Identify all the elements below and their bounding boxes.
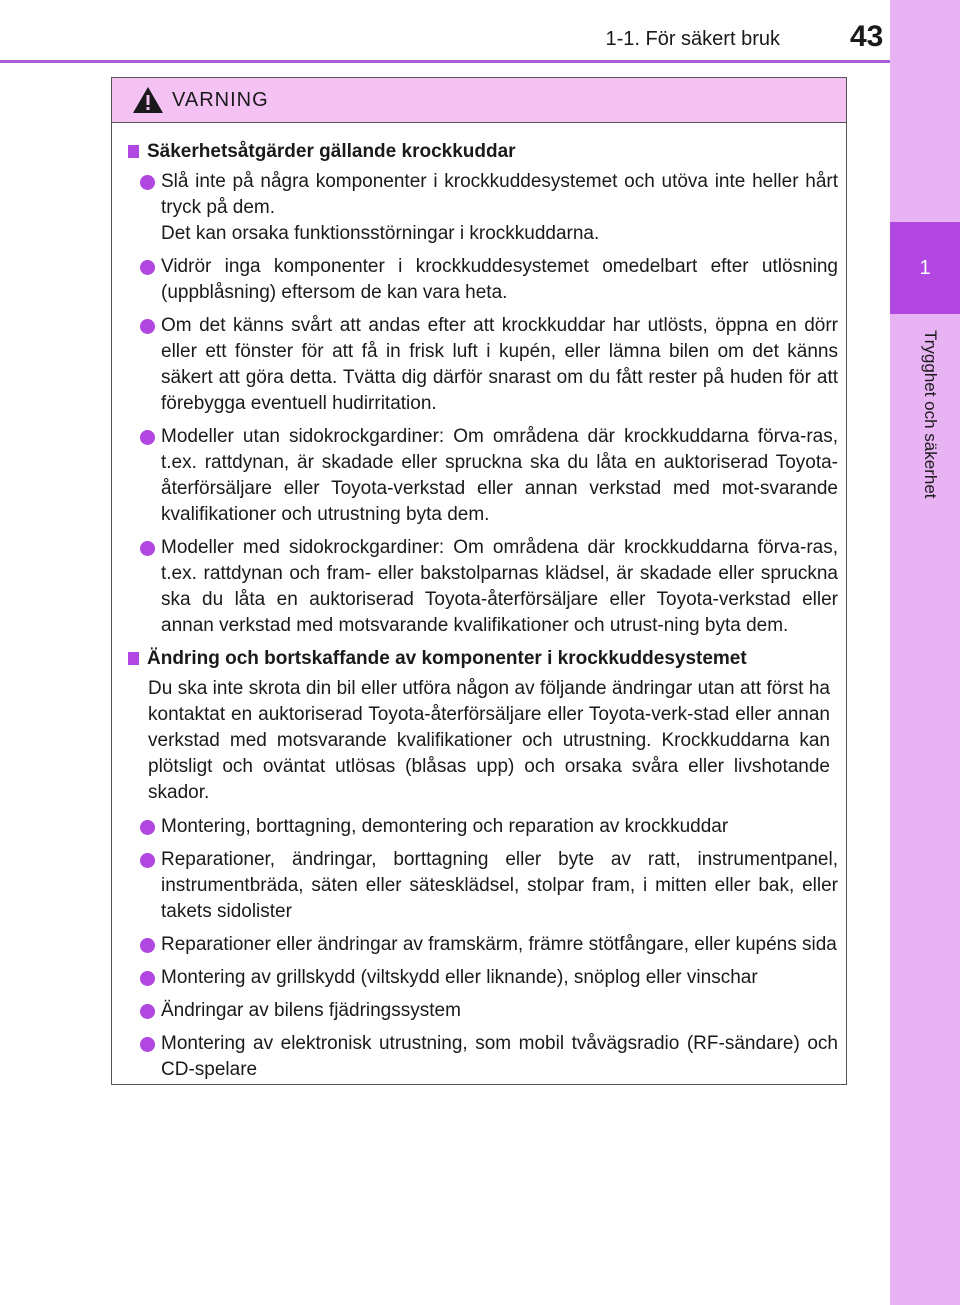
circle-bullet-icon bbox=[140, 541, 155, 556]
section-heading-text: Ändring och bortskaffande av komponenter i krockkuddesystemet bbox=[147, 648, 747, 669]
list-item-text: Modeller med sidokrockgardiner: Om områdena där krockkuddarna förva-ras, t.ex. rattdynan och fram- eller bakstolparnas klädsel, är skadade eller spruckna ska du låta en auktoriserad Toyota-återförsäljare eller Toyota-verkstad eller annan verkstad med motsvarande kvalifikationer och utrust-ning byta dem. bbox=[161, 537, 838, 636]
list-item-text: Ändringar av bilens fjädringssystem bbox=[161, 1000, 461, 1021]
circle-bullet-icon bbox=[140, 971, 155, 986]
list-item bbox=[128, 998, 838, 1024]
warning-triangle-icon bbox=[132, 86, 164, 114]
list-item-text: Vidrör inga komponenter i krockkuddesystemet omedelbart efter utlösning (uppblåsning) eftersom de kan vara heta. bbox=[161, 256, 838, 303]
list-item bbox=[128, 965, 838, 991]
list-item-text: Montering, borttagning, demontering och reparation av krockkuddar bbox=[161, 816, 729, 837]
section-heading-text: Säkerhetsåtgärder gällande krockkuddar bbox=[147, 141, 516, 162]
section-intro: Du ska inte skrota din bil eller utföra någon av följande ändringar utan att först ha kontaktat en auktoriserad Toyota-återförsäljare eller Toyota-verk-stad eller annan verkstad med motsvarande kvalifikationer och utrustning. Krockkuddarna kan plötsligt och oväntat utlösas (blåsas upp) och orsaka svåra eller livshotande skador. bbox=[148, 678, 830, 803]
list-item-text: Montering av elektronisk utrustning, som mobil tvåvägsradio (RF-sändare) och CD-spelare bbox=[161, 1033, 838, 1080]
circle-bullet-icon bbox=[140, 1004, 155, 1019]
circle-bullet-icon bbox=[140, 1037, 155, 1052]
page-number: 43 bbox=[850, 20, 884, 53]
list-item-text: Reparationer, ändringar, borttagning eller byte av ratt, instrumentpanel, instrumentbräda, säten eller sätesklädsel, stolpar fram, i mitten eller bak, eller takets sidolister bbox=[161, 849, 838, 922]
warning-box bbox=[111, 77, 847, 1085]
list-item-text: Modeller utan sidokrockgardiner: Om områdena där krockkuddarna förva-ras, t.ex. rattdynan, är skadade eller spruckna ska du låta en auktoriserad Toyota-återförsäljare eller Toyota-verkstad eller annan verkstad med mot-svarande kvalifikationer och utrustning byta dem. bbox=[161, 426, 838, 525]
section-title-header: 1-1. För säkert bruk bbox=[605, 28, 780, 50]
list-item bbox=[128, 932, 838, 958]
circle-bullet-icon bbox=[140, 175, 155, 190]
list-item bbox=[128, 535, 838, 639]
chapter-tab: 1 bbox=[890, 222, 960, 314]
list-item bbox=[128, 313, 838, 417]
square-bullet-icon bbox=[128, 145, 139, 158]
list-item bbox=[128, 1031, 838, 1083]
warning-body bbox=[112, 123, 846, 1083]
list-item bbox=[128, 847, 838, 925]
section-heading bbox=[128, 139, 838, 165]
list-item bbox=[128, 424, 838, 528]
circle-bullet-icon bbox=[140, 853, 155, 868]
section-heading bbox=[128, 646, 838, 672]
list-item-text: Reparationer eller ändringar av framskärm, främre stötfångare, eller kupéns sida bbox=[161, 934, 837, 955]
list-item-text: Slå inte på några komponenter i krockkuddesystemet och utöva inte heller hårt tryck på dem. Det kan orsaka funktionsstörningar i krockkuddarna. bbox=[161, 171, 838, 244]
circle-bullet-icon bbox=[140, 430, 155, 445]
list-item bbox=[128, 254, 838, 306]
warning-label: VARNING bbox=[172, 88, 269, 111]
circle-bullet-icon bbox=[140, 820, 155, 835]
list-item-text: Om det känns svårt att andas efter att krockkuddar har utlösts, öppna en dörr eller ett fönster för att få in frisk luft i kupén, eller lämna bilen om det känns säkert att göra detta. Tvätta dig därför snarast om du fått rester på huden för att förebygga eventuell hudirritation. bbox=[161, 315, 838, 414]
list-item-text: Montering av grillskydd (viltskydd eller liknande), snöplog eller vinschar bbox=[161, 967, 758, 988]
list-item bbox=[128, 814, 838, 840]
circle-bullet-icon bbox=[140, 938, 155, 953]
circle-bullet-icon bbox=[140, 260, 155, 275]
side-strip bbox=[890, 0, 960, 1305]
chapter-title: Trygghet och säkerhet bbox=[921, 330, 940, 499]
circle-bullet-icon bbox=[140, 319, 155, 334]
warning-header bbox=[112, 78, 846, 123]
square-bullet-icon bbox=[128, 652, 139, 665]
list-item bbox=[128, 169, 838, 247]
header-rule bbox=[0, 60, 890, 63]
